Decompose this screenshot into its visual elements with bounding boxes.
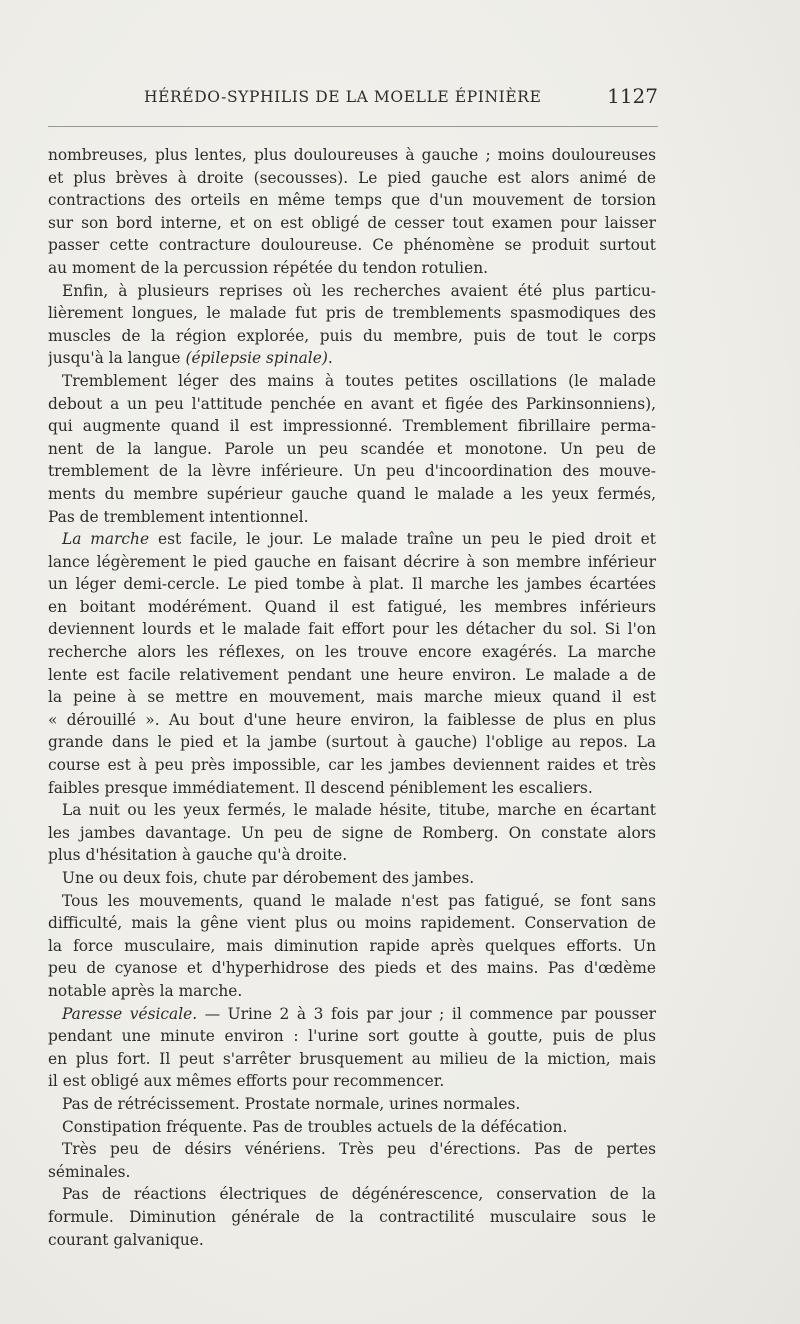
text-line xyxy=(48,822,656,845)
text-line xyxy=(48,957,656,980)
line-text: deviennent lourds et le malade fait effort pour les détacher du sol. Si l'on xyxy=(48,620,656,639)
line-text: Tremblement léger des mains à toutes petites oscillations (le malade xyxy=(62,371,656,390)
text-line xyxy=(48,1025,656,1048)
line-text: recherche alors les réflexes, on les trouve encore exagérés. La marche xyxy=(48,643,656,662)
text-line xyxy=(48,257,656,280)
italic-heading: Paresse vésicale. xyxy=(62,1004,198,1023)
text-line xyxy=(48,596,656,619)
text-line xyxy=(48,1093,656,1116)
line-text: en plus fort. Il peut s'arrêter brusquement au milieu de la miction, mais xyxy=(48,1049,656,1068)
line-text: ments du membre supérieur gauche quand le malade a les yeux fermés, xyxy=(48,484,656,503)
line-text: les jambes davantage. Un peu de signe de Romberg. On constate alors xyxy=(48,823,656,842)
text-line xyxy=(48,1229,656,1252)
line-text: plus d'hésitation à gauche qu'à droite. xyxy=(48,846,348,865)
body-text xyxy=(48,144,656,1251)
text-line xyxy=(48,641,656,664)
line-text: et plus brèves à droite (secousses). Le pied gauche est alors animé de xyxy=(48,168,656,187)
line-text: contractions des orteils en même temps que d'un mouvement de torsion xyxy=(48,191,656,210)
line-text: nombreuses, plus lentes, plus douloureuses à gauche ; moins douloureuses xyxy=(48,146,656,164)
line-text: lente est facile relativement pendant une heure environ. Le malade a de xyxy=(48,665,656,684)
text-line xyxy=(48,506,656,529)
line-text: « dérouillé ». Au bout d'une heure environ, la faiblesse de plus en plus xyxy=(48,710,656,729)
line-text: — Urine 2 à 3 fois par jour ; il commence par pousser xyxy=(204,1004,656,1023)
line-text: la peine à se mettre en mouvement, mais marche mieux quand il est xyxy=(48,688,656,707)
line-text: muscles de la région explorée, puis du membre, puis de tout le corps xyxy=(48,326,656,345)
text-line xyxy=(48,1048,656,1071)
line-text: Très peu de désirs vénériens. Très peu d'érections. Pas de pertes xyxy=(62,1140,656,1159)
line-text: qui augmente quand il est impressionné. Tremblement fibrillaire perma- xyxy=(48,417,656,436)
line-text: Pas de rétrécissement. Prostate normale, urines normales. xyxy=(62,1094,521,1113)
line-text: lance légèrement le pied gauche en faisant décrire à son membre inférieur xyxy=(48,552,656,571)
text-line xyxy=(48,483,656,506)
text-line xyxy=(48,1003,656,1026)
text-line xyxy=(48,347,656,370)
text-line xyxy=(48,528,656,551)
page-header xyxy=(48,86,658,116)
italic-term: (épilepsie spinale) xyxy=(185,349,328,368)
text-line xyxy=(48,731,656,754)
text-line xyxy=(48,325,656,348)
line-text: tremblement de la lèvre inférieure. Un peu d'incoordination des mouve- xyxy=(48,462,656,481)
line-text: faibles presque immédiatement. Il descend péniblement les escaliers. xyxy=(48,778,593,797)
text-line xyxy=(48,551,656,574)
header-rule xyxy=(48,126,658,127)
line-text: course est à peu près impossible, car les jambes deviennent raides et très xyxy=(48,756,656,775)
line-text: en boitant modérément. Quand il est fatigué, les membres inférieurs xyxy=(48,597,656,616)
text-line xyxy=(48,867,656,890)
text-line xyxy=(48,912,656,935)
text-line xyxy=(48,799,656,822)
text-line xyxy=(48,460,656,483)
line-punctuation: . xyxy=(327,349,333,368)
text-line xyxy=(48,890,656,913)
page-number: 1127 xyxy=(607,84,658,108)
text-line xyxy=(48,167,656,190)
text-line xyxy=(48,844,656,867)
line-text: un léger demi-cercle. Le pied tombe à plat. Il marche les jambes écartées xyxy=(48,575,656,594)
text-line xyxy=(48,664,656,687)
line-text: il est obligé aux mêmes efforts pour recommencer. xyxy=(48,1072,445,1091)
text-line xyxy=(48,686,656,709)
text-line xyxy=(48,1138,656,1161)
line-text: au moment de la percussion répétée du tendon rotulien. xyxy=(48,258,488,277)
text-line xyxy=(48,935,656,958)
line-text: Une ou deux fois, chute par dérobement des jambes. xyxy=(62,869,475,887)
line-text: lièrement longues, le malade fut pris de tremblements spasmodiques des xyxy=(48,304,656,323)
line-text: Pas de tremblement intentionnel. xyxy=(48,507,309,526)
line-text: Enfin, à plusieurs reprises où les recherches avaient été plus particu- xyxy=(62,281,656,300)
line-text: Constipation fréquente. Pas de troubles actuels de la défécation. xyxy=(62,1117,568,1136)
line-text: formule. Diminution générale de la contractilité musculaire sous le xyxy=(48,1207,656,1226)
line-text: nent de la langue. Parole un peu scandée et monotone. Un peu de xyxy=(48,439,656,458)
line-text: Pas de réactions électriques de dégénérescence, conservation de la xyxy=(62,1185,656,1204)
text-line xyxy=(48,438,656,461)
text-line xyxy=(48,302,656,325)
line-text: séminales. xyxy=(48,1162,131,1181)
text-line xyxy=(48,212,656,235)
running-title: HÉRÉDO-SYPHILIS DE LA MOELLE ÉPINIÈRE xyxy=(144,88,542,106)
italic-heading: La marche xyxy=(62,530,150,549)
text-line xyxy=(48,234,656,257)
line-text: courant galvanique. xyxy=(48,1230,204,1249)
line-text: passer cette contracture douloureuse. Ce phénomène se produit surtout xyxy=(48,236,656,255)
line-text: notable après la marche. xyxy=(48,981,243,1000)
line-text: debout a un peu l'attitude penchée en avant et figée des Parkinsonniens), xyxy=(48,394,656,413)
text-line xyxy=(48,370,656,393)
text-line xyxy=(48,709,656,732)
text-line xyxy=(48,980,656,1003)
line-text: La nuit ou les yeux fermés, le malade hésite, titube, marche en écartant xyxy=(62,801,656,820)
text-line xyxy=(48,777,656,800)
line-text: Tous les mouvements, quand le malade n'est pas fatigué, se font sans xyxy=(62,891,656,910)
text-line xyxy=(48,189,656,212)
line-text: sur son bord interne, et on est obligé de cesser tout examen pour laisser xyxy=(48,213,656,232)
line-text: grande dans le pied et la jambe (surtout à gauche) l'oblige au repos. La xyxy=(48,733,656,752)
text-line xyxy=(48,1116,656,1139)
text-line xyxy=(48,1161,656,1184)
line-text: peu de cyanose et d'hyperhidrose des pieds et des mains. Pas d'œdème xyxy=(48,959,656,978)
text-line xyxy=(48,1206,656,1229)
text-line xyxy=(48,415,656,438)
text-line xyxy=(48,618,656,641)
text-line xyxy=(48,144,656,167)
line-text: jusqu'à la langue xyxy=(48,349,181,368)
text-line xyxy=(48,1183,656,1206)
text-line xyxy=(48,754,656,777)
text-line xyxy=(48,1070,656,1093)
text-line xyxy=(48,573,656,596)
line-text: difficulté, mais la gêne vient plus ou moins rapidement. Conservation de xyxy=(48,914,656,933)
line-text: pendant une minute environ : l'urine sort goutte à goutte, puis de plus xyxy=(48,1027,656,1046)
line-text: la force musculaire, mais diminution rapide après quelques efforts. Un xyxy=(48,936,656,955)
line-text: est facile, le jour. Le malade traîne un peu le pied droit et xyxy=(157,530,656,549)
text-line xyxy=(48,280,656,303)
text-line xyxy=(48,393,656,416)
